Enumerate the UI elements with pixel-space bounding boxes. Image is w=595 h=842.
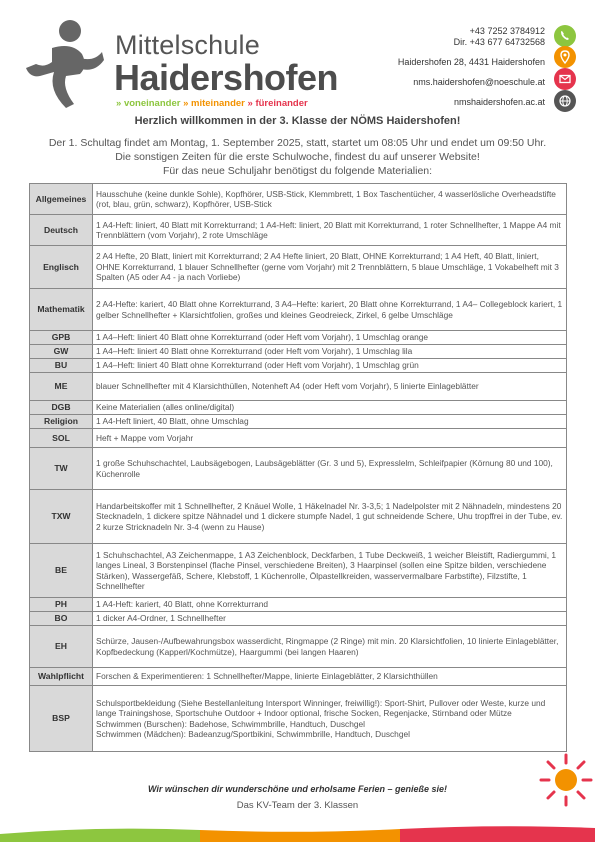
school-name-small: Mittelschule [115, 30, 260, 60]
sun-icon [538, 752, 594, 808]
contact-phone-2: Dir. +43 677 64732568 [453, 37, 545, 47]
table-row [30, 544, 567, 598]
intro-line-3: Für das neue Schuljahr benötigst du folgende Materialien: [162, 165, 433, 177]
subject-cell: Religion [30, 415, 93, 429]
closing-wish: Wir wünschen dir wunderschöne und erholsame Ferien – genieße sie! [148, 784, 447, 794]
materials-cell: blauer Schnellhefter mit 4 Klarsichthüllen, Notenheft A4 (oder Heft vom Vorjahr), 5 linierte Einlageblätter [93, 373, 567, 401]
materials-cell: 1 dicker A4-Ordner, 1 Schnellhefter [93, 612, 567, 626]
intro-line-1: Der 1. Schultag findet am Montag, 1. September 2025, statt, startet um 08:05 Uhr und endet um 09:50 Uhr. [48, 137, 547, 149]
materials-cell: Keine Materialien (alles online/digital) [93, 401, 567, 415]
table-row [30, 612, 567, 626]
materials-table [29, 183, 567, 752]
intro-text [0, 136, 595, 178]
table-row [30, 668, 567, 686]
table-row [30, 401, 567, 415]
table-row [30, 626, 567, 668]
subject-cell: TXW [30, 490, 93, 544]
globe-icon [554, 90, 576, 112]
materials-cell: 1 Schuhschachtel, A3 Zeichenmappe, 1 A3 Zeichenblock, Deckfarben, 1 Tube Deckweiß, 1 weicher Bleistift, Radiergummi, 1 langes Lineal, 3 Borstenpinsel (flache Pinsel, verschiedene Breiten), 3 Haarpinsel (sollen eine Spitze bilden, verschiedene Stärken), Wassergefäß, Schere, Klebstoff, 1 Küchenrolle, Ölpastellkreiden, wasservermalbare Farbstifte), Filzstifte, 1 Schnellhefter [93, 544, 567, 598]
materials-cell: 1 A4-Heft: liniert, 40 Blatt mit Korrekturrand; 1 A4-Heft: liniert, 20 Blatt mit Korrekturrand, 1 roter Schnellhefter, 1 Mappe A4 mit Trennblättern (vom Vorjahr), 2 rote Umschläge [93, 215, 567, 246]
subject-cell: DGB [30, 401, 93, 415]
phone-icon [554, 25, 576, 47]
materials-cell: 1 große Schuhschachtel, Laubsägebogen, Laubsägeblätter (Gr. 3 und 5), Expresslelm, Schleifpapier (Körnung 80 und 100), Küchenrolle [93, 448, 567, 490]
table-row [30, 686, 567, 752]
footer-color-bar [0, 820, 595, 842]
materials-cell: Schulsportbekleidung (Siehe Bestellanleitung Intersport Winninger, freiwillig!): Sport-Shirt, Pullover oder Weste, kurze und lange Trainingshose, Sportschuhe Outdoor + Indoor optional, frische Socken, Regenjacke, Stirnband oder Mütze Schwimmen (Burschen): Badehose, Schwimmbrille, Handtuch, Duschgel Schwimmen (Mädchen): Badeanzug/Sportbikini, Schwimmbrille, Handtuch, Duschgel [93, 686, 567, 752]
materials-cell: 1 A4-Heft liniert, 40 Blatt, ohne Umschlag [93, 415, 567, 429]
subject-cell: TW [30, 448, 93, 490]
materials-cell: 1 A4-Heft: kariert, 40 Blatt, ohne Korrekturrand [93, 598, 567, 612]
materials-cell: 1 A4–Heft: liniert 40 Blatt ohne Korrekturrand (oder Heft vom Vorjahr), 1 Umschlag orange [93, 331, 567, 345]
subject-cell: BU [30, 359, 93, 373]
page-header [0, 0, 595, 112]
subject-cell: EH [30, 626, 93, 668]
table-row [30, 598, 567, 612]
contact-address: Haidershofen 28, 4431 Haidershofen [397, 57, 545, 67]
table-row [30, 373, 567, 401]
subject-cell: Mathematik [30, 289, 93, 331]
materials-cell: 1 A4–Heft: liniert 40 Blatt ohne Korrekturrand (oder Heft vom Vorjahr), 1 Umschlag lila [93, 345, 567, 359]
subject-cell: BSP [30, 686, 93, 752]
tagline-prefix-1: » [116, 98, 122, 109]
school-name-big: Haidershofen [114, 57, 339, 98]
tagline-word-3: füreinander [255, 98, 308, 109]
subject-cell: Deutsch [30, 215, 93, 246]
subject-cell: GW [30, 345, 93, 359]
school-tagline [116, 98, 308, 109]
intro-line-2: Die sonstigen Zeiten für die erste Schulwoche, findest du auf unserer Website! [115, 151, 480, 163]
materials-cell: 2 A4-Hefte: kariert, 40 Blatt ohne Korrekturrand, 3 A4–Hefte: kariert, 20 Blatt ohne Korrekturrand, 1 A4– Collegeblock kariert, 1 gelber Schnellhefter + Klarsichtfolien, großes und kleines Geodreieck, Zirkel, 6 gelbe Umschläge [93, 289, 567, 331]
table-row [30, 448, 567, 490]
table-row [30, 331, 567, 345]
subject-cell: Englisch [30, 246, 93, 289]
subject-cell: BO [30, 612, 93, 626]
subject-cell: ME [30, 373, 93, 401]
contact-email[interactable]: nms.haidershofen@noeschule.at [413, 77, 545, 87]
subject-cell: PH [30, 598, 93, 612]
materials-cell: Heft + Mappe vom Vorjahr [93, 429, 567, 448]
mail-icon [554, 68, 576, 90]
table-row [30, 184, 567, 215]
materials-cell: Forschen & Experimentieren: 1 Schnellhefter/Mappe, linierte Einlageblätter, 2 Klarsichthüllen [93, 668, 567, 686]
materials-cell: 1 A4–Heft: liniert 40 Blatt ohne Korrekturrand (oder Heft vom Vorjahr), 1 Umschlag grün [93, 359, 567, 373]
table-row [30, 246, 567, 289]
team-signature: Das KV-Team der 3. Klassen [236, 800, 359, 811]
contact-website[interactable]: nmshaidershofen.ac.at [453, 97, 545, 107]
table-row [30, 359, 567, 373]
tagline-prefix-2: » [183, 98, 189, 109]
table-row [30, 289, 567, 331]
materials-cell: 2 A4 Hefte, 20 Blatt, liniert mit Korrekturrand; 2 A4 Hefte liniert, 20 Blatt, OHNE Korrekturrand; 1 A4 Heft, 40 Blatt, liniert, OHNE Korrekturrand, 1 blauer Schnellhefter (gerne vom Vorjahr) mit 2 Trennblättern, 5 blaue Umschläge, 1 Vokabelheft mit 3 Spalten (A5 oder A4 - ja nach Vorliebe) [93, 246, 567, 289]
tagline-word-1: voneinander [123, 98, 181, 109]
materials-cell: Hausschuhe (keine dunkle Sohle), Kopfhörer, USB-Stick, Klemmbrett, 1 Box Taschentücher, 4 wasserlösliche Overheadstifte (rot, blau, grün, schwarz), Kopfhörer, USB-Stick [93, 184, 567, 215]
welcome-heading: Herzlich willkommen in der 3. Klasse der NÖMS Haidershofen! [134, 115, 461, 127]
table-row [30, 415, 567, 429]
subject-cell: BE [30, 544, 93, 598]
location-icon [554, 46, 576, 68]
tagline-word-2: miteinander [191, 98, 245, 109]
runner-logo-icon [22, 18, 104, 110]
materials-cell: Schürze, Jausen-/Aufbewahrungsbox wasserdicht, Ringmappe (2 Ringe) mit min. 20 Klarsichtfolien, 10 linierte Einlageblätter, Kopfbedeckung (Kapperl/Kochmütze), Haargummi (bei langen Haaren) [93, 626, 567, 668]
subject-cell: Allgemeines [30, 184, 93, 215]
table-row [30, 215, 567, 246]
materials-cell: Handarbeitskoffer mit 1 Schnellhefter, 2 Knäuel Wolle, 1 Häkelnadel Nr. 3-3,5; 1 Nadelpolster mit 2 Nähnadeln, mindestens 20 Stecknadeln, 1 dickere spitze Nähnadel und 1 dickere stumpfe Nadel, 1 gut schneidende Schere, Uhu tropffrei in der Tube, ev. 2 kurze Stricknadeln Nr. 3-4 (wenn zu Hause) [93, 490, 567, 544]
subject-cell: GPB [30, 331, 93, 345]
table-row [30, 345, 567, 359]
contact-phone-1: +43 7252 3784912 [469, 26, 545, 36]
tagline-prefix-3: » [247, 98, 253, 109]
table-row [30, 490, 567, 544]
subject-cell: Wahlpflicht [30, 668, 93, 686]
subject-cell: SOL [30, 429, 93, 448]
table-row [30, 429, 567, 448]
